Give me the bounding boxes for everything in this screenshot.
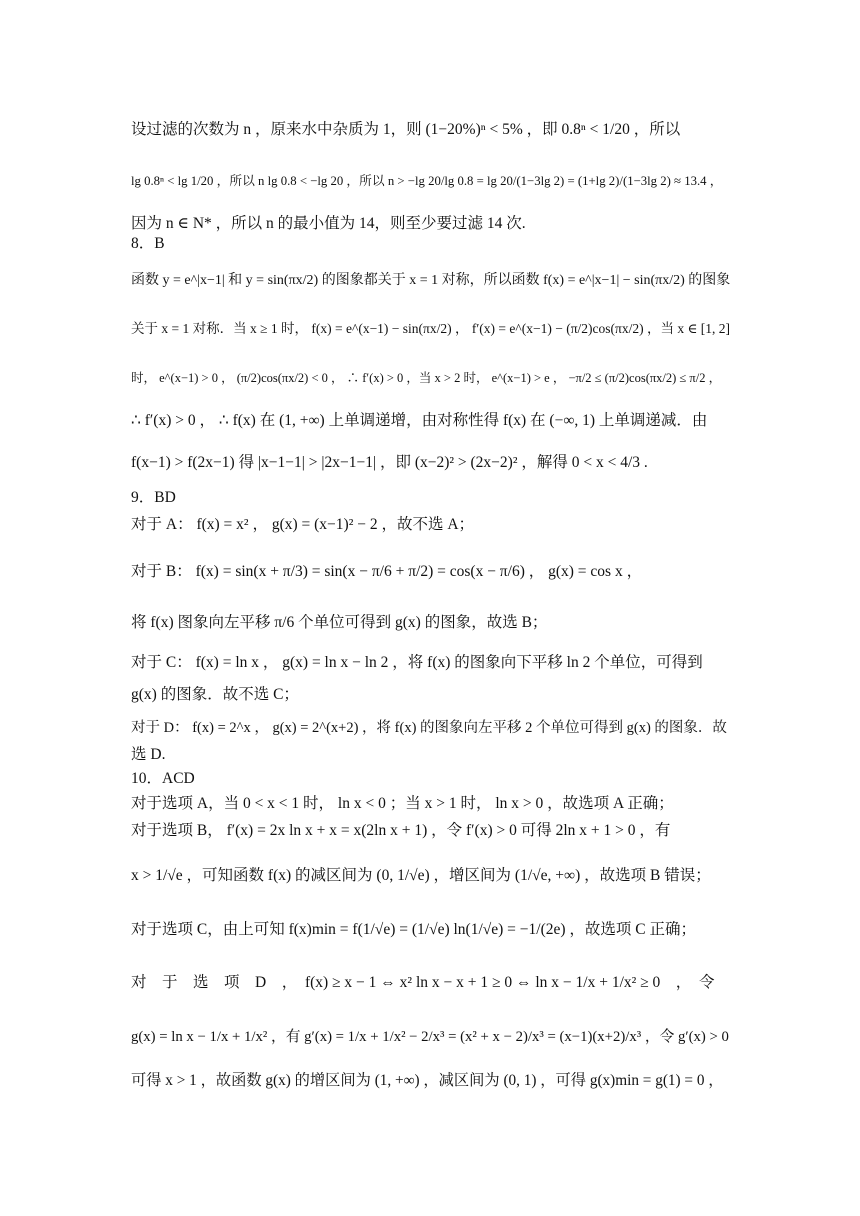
text-line: g(x) 的图象．故不选 C；: [131, 686, 299, 703]
text-line: 对于选项 A，当 0 < x < 1 时， ln x < 0 ；当 x > 1 时， ln x > 0 ，故选项 A 正确；: [131, 795, 674, 812]
text-line: 因为 n ∈ N* ，所以 n 的最小值为 14，则至少要过滤 14 次.: [131, 215, 526, 232]
question-heading: 10．ACD: [131, 770, 195, 787]
text-line: ∴ f′(x) > 0 ， ∴ f(x) 在 (1, +∞) 上单调递增，由对称性得 f(x) 在 (−∞, 1) 上单调递减．由: [131, 412, 708, 429]
text-line: 选 D.: [131, 746, 166, 763]
text-line: 将 f(x) 图象向左平移 π/6 个单位可得到 g(x) 的图象，故选 B；: [131, 614, 548, 631]
text-line: 对于 C： f(x) = ln x ， g(x) = ln x − ln 2 ，将 f(x) 的图象向下平移 ln 2 个单位，可得到: [131, 654, 703, 671]
text-line: 对于选项 C，由上可知 f(x)min = f(1/√e) = (1/√e) ln(1/√e) = −1/(2e) ，故选项 C 正确；: [131, 921, 697, 938]
text-line: 对于 A： f(x) = x² ， g(x) = (x−1)² − 2 ，故不选 A；: [131, 516, 475, 533]
text-line: 函数 y = e^|x−1| 和 y = sin(πx/2) 的图象都关于 x = 1 对称，所以函数 f(x) = e^|x−1| − sin(πx/2) 的图象: [131, 273, 731, 288]
text-line: g(x) = ln x − 1/x + 1/x² ，有 g′(x) = 1/x + 1/x² − 2/x³ = (x² + x − 2)/x³ = (x−1)(x+2)/x³ ，令 g′(x) > 0: [131, 1029, 729, 1045]
text-line: 可得 x > 1 ，故函数 g(x) 的增区间为 (1, +∞) ，减区间为 (0, 1) ，可得 g(x)min = g(1) = 0 ，: [131, 1072, 724, 1089]
text-line: 对于选项 B， f′(x) = 2x ln x + x = x(2ln x + 1) ，令 f′(x) > 0 可得 2ln x + 1 > 0 ，有: [131, 822, 671, 839]
text-line: 关于 x = 1 对称．当 x ≥ 1 时， f(x) = e^(x−1) − sin(πx/2) ， f′(x) = e^(x−1) − (π/2)cos(πx/2) ，当 x ∈ [1, 2]: [131, 321, 731, 336]
text-line: lg 0.8ⁿ < lg 1/20 ，所以 n lg 0.8 < −lg 20 ，所以 n > −lg 20/lg 0.8 = lg 20/(1−3lg 2) = (1+lg 2)/(1−3lg 2) ≈ 13.4 ，: [131, 174, 723, 188]
text-line: 对 于 选 项 D ， f(x) ≥ x − 1 ⇔ x² ln x − x + 1 ≥ 0 ⇔ ln x − 1/x + 1/x² ≥ 0 ， 令: [131, 974, 715, 991]
text-line: 对于 D： f(x) = 2^x ， g(x) = 2^(x+2) ，将 f(x) 的图象向左平移 2 个单位可得到 g(x) 的图象．故: [131, 720, 727, 736]
text-line: x > 1/√e ，可知函数 f(x) 的减区间为 (0, 1/√e) ，增区间为 (1/√e, +∞) ，故选项 B 错误；: [131, 867, 711, 884]
text-line: 对于 B： f(x) = sin(x + π/3) = sin(x − π/6 + π/2) = cos(x − π/6) ， g(x) = cos x ，: [131, 563, 643, 580]
text-line: 设过滤的次数为 n ，原来水中杂质为 1，则 (1−20%)ⁿ < 5% ，即 0.8ⁿ < 1/20 ，所以: [131, 121, 681, 138]
text-line: f(x−1) > f(2x−1) 得 |x−1−1| > |2x−1−1| ，即 (x−2)² > (2x−2)² ，解得 0 < x < 4/3 .: [131, 454, 648, 471]
question-heading: 8．B: [131, 235, 165, 252]
question-heading: 9．BD: [131, 489, 176, 506]
text-line: 时， e^(x−1) > 0 ， (π/2)cos(πx/2) < 0 ， ∴ f′(x) > 0 ，当 x > 2 时， e^(x−1) > e ， −π/2 ≤ (π/2)cos(πx/2) ≤ π/2 ，: [131, 371, 722, 385]
